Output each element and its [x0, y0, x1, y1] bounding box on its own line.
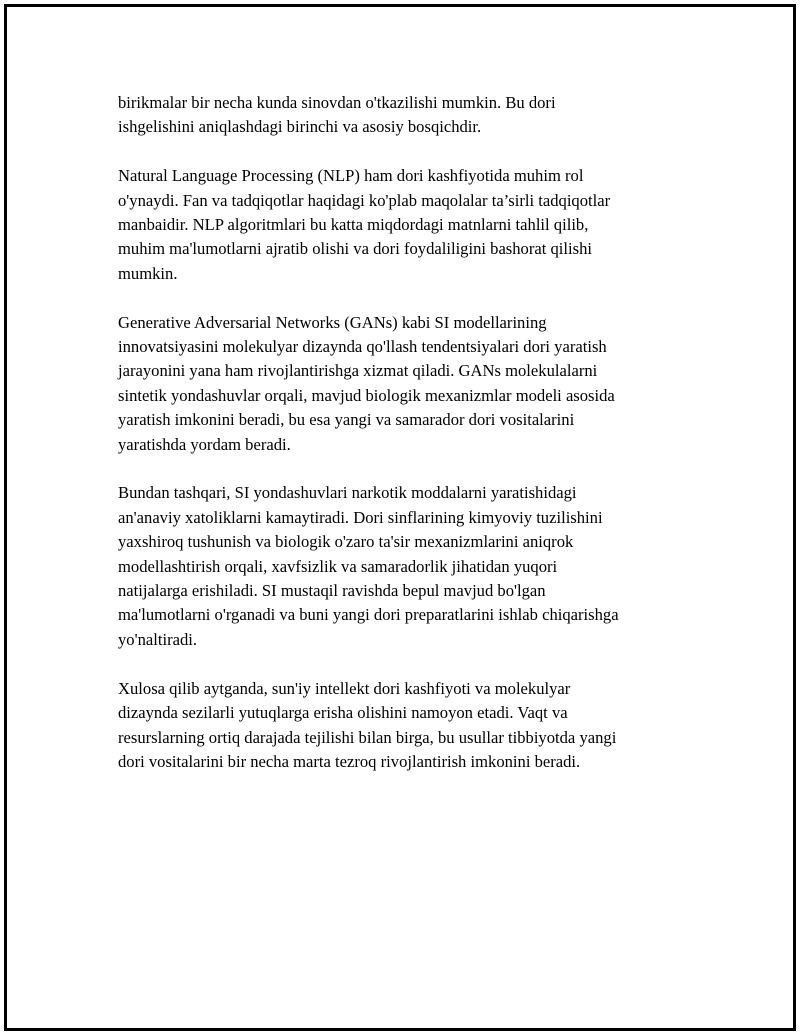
text-line: ishgelishini aniqlashdagi birinchi va asosiy bosqichdir.	[118, 117, 482, 137]
text-line: dizaynda sezilarli yutuqlarga erisha olishini namoyon etadi. Vaqt va	[118, 703, 568, 723]
text-line: Natural Language Processing (NLP) ham dori kashfiyotida muhim rol	[118, 166, 584, 186]
text-line: manbaidir. NLP algoritmlari bu katta miqdordagi matnlarni tahlil qilib,	[118, 215, 589, 235]
paragraph-conclusion	[118, 677, 678, 775]
paragraph-gans	[118, 311, 678, 457]
text-line: dori vositalarini bir necha marta tezroq rivojlantirish imkonini beradi.	[118, 751, 581, 771]
text-line: yo'naltiradi.	[118, 629, 198, 649]
text-line: yaratish imkonini beradi, bu esa yangi va samarador dori vositalarini	[118, 410, 575, 430]
text-line: yaratishda yordam beradi.	[118, 434, 291, 454]
text-line: Xulosa qilib aytganda, sun'iy intellekt dori kashfiyoti va molekulyar	[118, 678, 571, 698]
paragraph-drug-testing	[118, 91, 678, 140]
text-line: modellashtirish orqali, xavfsizlik va samaradorlik jihatidan yuqori	[118, 556, 558, 576]
paragraph-nlp	[118, 164, 678, 286]
text-line: Bundan tashqari, SI yondashuvlari narkotik moddalarni yaratishidagi	[118, 483, 577, 503]
text-line: muhim ma'lumotlarni ajratib olishi va dori foydaliligini bashorat qilishi	[118, 239, 592, 259]
text-line: o'ynaydi. Fan va tadqiqotlar haqidagi ko'plab maqolalar ta’sirli tadqiqotlar	[118, 190, 611, 210]
paragraph-ai-approaches	[118, 481, 678, 652]
text-line: birikmalar bir necha kunda sinovdan o'tkazilishi mumkin. Bu dori	[118, 93, 556, 112]
text-line: natijalarga erishiladi. SI mustaqil ravishda bepul mavjud bo'lgan	[118, 581, 546, 601]
text-line: sintetik yondashuvlar orqali, mavjud biologik mexanizmlar modeli asosida	[118, 385, 615, 405]
text-line: Generative Adversarial Networks (GANs) kabi SI modellarining	[118, 312, 547, 332]
text-line: resurslarning ortiq darajada tejilishi bilan birga, bu usullar tibbiyotda yangi	[118, 727, 617, 747]
text-line: mumkin.	[118, 263, 178, 283]
document-body	[118, 91, 678, 799]
text-line: jarayonini yana ham rivojlantirishga xizmat qiladi. GANs molekulalarni	[118, 361, 598, 381]
text-line: ma'lumotlarni o'rganadi va buni yangi dori preparatlarini ishlab chiqarishga	[118, 605, 619, 625]
text-line: yaxshiroq tushunish va biologik o'zaro ta'sir mexanizmlarini aniqrok	[118, 532, 574, 552]
text-line: innovatsiyasini molekulyar dizaynda qo'llash tendentsiyalari dori yaratish	[118, 337, 607, 357]
text-line: an'anaviy xatoliklarni kamaytiradi. Dori sinflarining kimyoviy tuzilishini	[118, 507, 603, 527]
